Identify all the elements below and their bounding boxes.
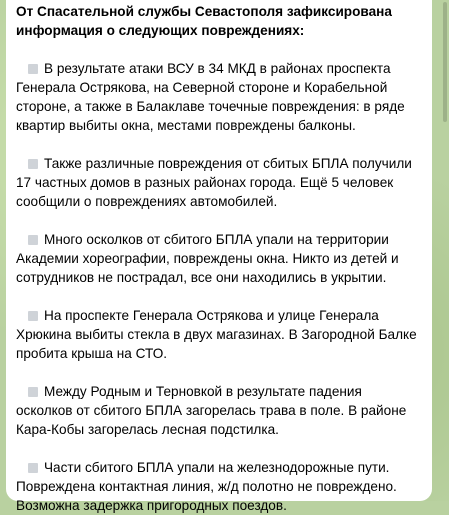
message-bubble[interactable] (6, 0, 432, 513)
paragraph-text: Части сбитого БПЛА упали на железнодорожные пути. Повреждена контактная линия, ж/д полотно не повреждено. Возможна задержка пригородных поездов. (16, 460, 397, 513)
scrollbar[interactable] (443, 2, 447, 122)
white-square-bullet-icon (28, 387, 38, 397)
message-paragraph (16, 230, 422, 287)
white-square-bullet-icon (28, 235, 38, 245)
message-header: От Спасательной службы Севастополя зафиксирована информация о следующих повреждениях: (16, 4, 392, 38)
message-paragraph (16, 306, 422, 363)
paragraph-text: В результате атаки ВСУ в 34 МКД в районах проспекта Генерала Острякова, на Северной стороне и Корабельной стороне, а также в Балаклаве точечные повреждения: в ряде квартир выбиты окна, местами повреждены балконы. (16, 61, 405, 133)
paragraph-text: Много осколков от сбитого БПЛА упали на территории Академии хореографии, повреждены окна. Никто из детей и сотрудников не пострадал, все они находились в укрытии. (16, 232, 399, 285)
white-square-bullet-icon (28, 463, 38, 473)
message-paragraph (16, 59, 422, 135)
white-square-bullet-icon (28, 311, 38, 321)
paragraph-text: Между Родным и Терновкой в результате падения осколков от сбитого БПЛА загорелась трава в поле. В районе Кара-Кобы загорелась лесная подстилка. (16, 384, 407, 437)
white-square-bullet-icon (28, 64, 38, 74)
paragraph-text: На проспекте Генерала Острякова и улице Генерала Хрюкина выбиты стекла в двух магазинах. В Загородной Балке пробита крыша на СТО. (16, 308, 417, 361)
message-paragraph (16, 458, 422, 515)
message-paragraph (16, 154, 422, 211)
message-paragraph (16, 382, 422, 439)
paragraph-text: Также различные повреждения от сбитых БПЛА получили 17 частных домов в разных районах города. Ещё 5 человек сообщили о повреждениях автомобилей. (16, 156, 412, 209)
white-square-bullet-icon (28, 159, 38, 169)
